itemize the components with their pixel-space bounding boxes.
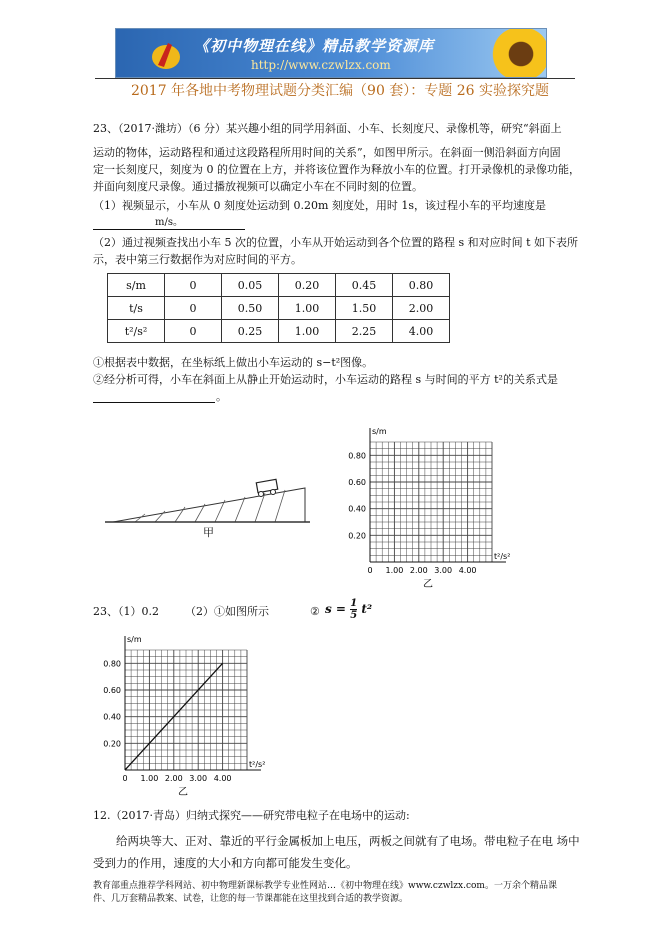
header-banner bbox=[115, 28, 547, 78]
table-cell: 1.00 bbox=[279, 297, 336, 320]
y-tick-label: 0.60 bbox=[103, 686, 121, 695]
y-tick-label: 0.80 bbox=[103, 659, 121, 669]
formula-lhs: s = bbox=[325, 602, 346, 616]
cart-icon bbox=[256, 479, 277, 496]
table-cell: 0.20 bbox=[279, 274, 336, 297]
figure-label-b: 乙 bbox=[423, 579, 433, 589]
header-rule bbox=[95, 78, 575, 79]
logo-icon bbox=[146, 35, 186, 73]
footer-line-1: 教育部重点推荐学科网站、初中物理新课标教学专业性网站…《初中物理在线》www.czwlzx.com。一万余个精品课 bbox=[93, 881, 557, 891]
x-tick-label: 2.00 bbox=[409, 566, 428, 575]
answer-formula bbox=[325, 598, 372, 621]
table-row bbox=[108, 274, 450, 297]
figure-label-a: 甲 bbox=[203, 526, 214, 539]
unit-ms: m/s。 bbox=[155, 217, 183, 228]
q12-title: 12.（2017·青岛）归纳式探究——研究带电粒子在电场中的运动: bbox=[93, 809, 410, 822]
table-cell: 2.25 bbox=[336, 320, 393, 343]
y-axis-label: s/m bbox=[127, 635, 142, 644]
q23-line-7: 示，表中第三行数据作为对应时间的平方。 bbox=[93, 253, 302, 266]
table-row bbox=[108, 297, 450, 320]
q12-line-2: 受到力的作用，速度的大小和方向都可能发生变化。 bbox=[93, 856, 358, 870]
answer-part-2: （2）①如图所示 bbox=[185, 605, 269, 618]
table-cell: 1.00 bbox=[279, 320, 336, 343]
banner-url: http://www.czwlzx.com bbox=[251, 58, 391, 72]
x-axis-label: t²/s² bbox=[249, 760, 266, 769]
empty-graph-figure bbox=[340, 424, 515, 589]
y-tick-label: 0.80 bbox=[348, 451, 366, 461]
figure-label-b: 乙 bbox=[178, 787, 188, 797]
document-title: 2017 年各地中考物理试题分类汇编（90 套）：专题 26 实验探究题 bbox=[130, 83, 550, 99]
q23-line-6: （2）通过视频查找出小车 5 次的位置，小车从开始运动到各个位置的路程 s 和对应时间 t 如下表所 bbox=[93, 236, 579, 249]
y-axis-label: s/m bbox=[372, 427, 387, 436]
table-cell: t/s bbox=[108, 297, 165, 320]
x-tick-label: 1.00 bbox=[140, 774, 159, 783]
q23-sub-2: ②经分析可得，小车在斜面上从静止开始运动时，小车运动的路程 s 与时间的平方 t²的关系式是 bbox=[93, 373, 558, 386]
banner-title: 《初中物理在线》精品教学资源库 bbox=[194, 37, 435, 55]
formula-fraction bbox=[350, 598, 357, 621]
x-tick-label: 1.00 bbox=[385, 566, 404, 575]
data-table bbox=[107, 273, 450, 343]
x-tick-label: 2.00 bbox=[164, 774, 183, 783]
table-cell: 0 bbox=[165, 320, 222, 343]
answer-graph-figure bbox=[95, 632, 275, 797]
formula-numerator: 1 bbox=[350, 598, 358, 609]
answer-blank-2 bbox=[93, 402, 215, 403]
table-cell: 0.80 bbox=[393, 274, 450, 297]
q23-line-1: 23、（2017·潍坊）（6 分）某兴趣小组的同学用斜面、小车、长刻度尺、录像机等，研究“斜面上 bbox=[93, 122, 562, 135]
q23-sub-2-end: 。 bbox=[216, 390, 227, 403]
x-tick-label: 3.00 bbox=[189, 774, 208, 783]
q23-sub-1: ①根据表中数据，在坐标纸上做出小车运动的 s−t²图像。 bbox=[93, 356, 374, 369]
answer-part-1: 23、（1）0.2 bbox=[93, 605, 159, 618]
q23-line-3: 定一长刻度尺，刻度为 0 的位置在上方，并将该位置作为释放小车的位置。打开录像机的录像功能， bbox=[93, 163, 580, 176]
y-tick-label: 0.20 bbox=[103, 739, 121, 749]
x-tick-label: 3.00 bbox=[434, 566, 453, 575]
y-tick-label: 0.20 bbox=[348, 531, 366, 541]
x-tick-label: 0 bbox=[367, 566, 373, 575]
y-tick-label: 0.40 bbox=[348, 504, 366, 514]
q12-line-1: 给两块等大、正对、靠近的平行金属板加上电压，两板之间就有了电场。带电粒子在电 场中 bbox=[116, 834, 580, 848]
table-cell: 0 bbox=[165, 297, 222, 320]
q23-line-4: 并面向刻度尺录像。通过播放视频可以确定小车在不同时刻的位置。 bbox=[93, 180, 423, 193]
table-cell: 0.05 bbox=[222, 274, 279, 297]
table-cell: 0.50 bbox=[222, 297, 279, 320]
answer-part-3: ② bbox=[310, 605, 320, 618]
sunflower-image bbox=[492, 28, 547, 78]
q23-line-5: （1）视频显示，小车从 0 刻度处运动到 0.20m 刻度处，用时 1s，该过程小车的平均速度是 bbox=[93, 199, 547, 212]
table-cell: 1.50 bbox=[336, 297, 393, 320]
formula-denominator: 5 bbox=[350, 610, 358, 621]
table-cell: 0 bbox=[165, 274, 222, 297]
table-cell: 0.25 bbox=[222, 320, 279, 343]
table-cell: t²/s² bbox=[108, 320, 165, 343]
x-tick-label: 4.00 bbox=[213, 774, 232, 783]
table-row bbox=[108, 320, 450, 343]
table-cell: 4.00 bbox=[393, 320, 450, 343]
y-tick-label: 0.40 bbox=[103, 712, 121, 722]
x-tick-label: 4.00 bbox=[458, 566, 477, 575]
table-cell: 0.45 bbox=[336, 274, 393, 297]
table-cell: 2.00 bbox=[393, 297, 450, 320]
y-tick-label: 0.60 bbox=[348, 478, 366, 487]
q23-line-2: 运动的物体，运动路程和通过这段路程所用时间的关系”，如图甲所示。在斜面一侧沿斜面方向固 bbox=[93, 146, 561, 159]
formula-t: t² bbox=[361, 602, 373, 616]
footer-line-2: 件、几万套精品教案、试卷，让您的每一节课都能在这里找到合适的教学资源。 bbox=[93, 894, 409, 904]
table-cell: s/m bbox=[108, 274, 165, 297]
x-tick-label: 0 bbox=[122, 774, 128, 783]
x-axis-label: t²/s² bbox=[494, 552, 511, 561]
